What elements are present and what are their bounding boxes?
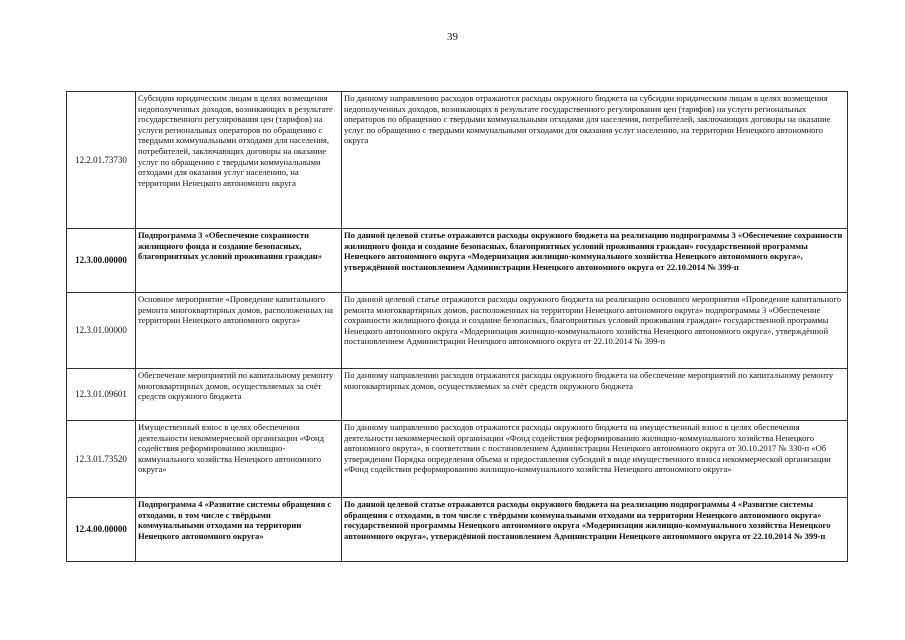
page-number: 39 bbox=[447, 31, 458, 43]
table-row bbox=[67, 498, 848, 562]
description-cell: По данному направлению расходов отражаются расходы окружного бюджета на обеспечение мероприятий по капитальному ремонту многоквартирных домов, осуществляемых за счёт средств окружного бюджета bbox=[342, 369, 848, 421]
code-cell: 12.3.01.00000 bbox=[67, 293, 136, 369]
code-cell: 12.3.00.00000 bbox=[67, 229, 136, 293]
table-row bbox=[67, 421, 848, 498]
budget-classification-table bbox=[66, 91, 848, 562]
name-cell: Подпрограмма 3 «Обеспечение сохранности жилищного фонда и создание безопасных, благоприятных условий проживания граждан» bbox=[136, 229, 342, 293]
name-cell: Обеспечение мероприятий по капитальному ремонту многоквартирных домов, осуществляемых за счёт средств окружного бюджета bbox=[136, 369, 342, 421]
description-cell: По данному направлению расходов отражаются расходы окружного бюджета на имущественный взнос в целях обеспечения деятельности некоммерческой организации «Фонд содействия реформированию жилищно-коммунального хозяйства Ненецкого автономного округа», в соответствии с постановлением Администрации Ненецкого автономного округа от 30.10.2017 № 330-п «Об утверждении Порядка определения объема и предоставления субсидий в виде имущественного взноса некоммерческой организации «Фонд содействия реформированию жилищно-коммунального хозяйства Ненецкого автономного округа» bbox=[342, 421, 848, 498]
name-cell: Субсидии юридическим лицам в целях возмещения недополученных доходов, возникающих в результате государственного регулирования цен (тарифов) на услуги региональных операторов по обращению с твердыми коммунальными отходами для населения, потребителей, заключающих договоры на оказание услуг по обращению с твердыми коммунальными отходами для оказания услуг населению, на территории Ненецкого автономного округа bbox=[136, 92, 342, 229]
description-cell: По данной целевой статье отражаются расходы окружного бюджета на реализацию подпрограммы 4 «Развитие системы обращения с отходами, в том числе с твёрдыми коммунальными отходами на территории Ненецкого автономного округа» государственной программы Ненецкого автономного округа «Модернизация жилищно-коммунального хозяйства Ненецкого автономного округа», утверждённой постановлением Администрации Ненецкого автономного округа от 22.10.2014 № 399-п bbox=[342, 498, 848, 562]
description-cell: По данной целевой статье отражаются расходы окружного бюджета на реализацию основного мероприятия «Проведение капитального ремонта многоквартирных домов, расположенных на территории Ненецкого автономного округа» подпрограммы 3 «Обеспечение сохранности жилищного фонда и создание безопасных, благоприятных условий проживания граждан» государственной программы Ненецкого автономного округа «Модернизация жилищно-коммунального хозяйства Ненецкого автономного округа», утверждённой постановлением Администрации Ненецкого автономного округа от 22.10.2014 № 399-п bbox=[342, 293, 848, 369]
name-cell: Имущественный взнос в целях обеспечения деятельности некоммерческой организации «Фонд содействия реформированию жилищно-коммунального хозяйства Ненецкого автономного округа» bbox=[136, 421, 342, 498]
table-row bbox=[67, 369, 848, 421]
table-row bbox=[67, 229, 848, 293]
code-cell: 12.2.01.73730 bbox=[67, 92, 136, 229]
code-cell: 12.4.00.00000 bbox=[67, 498, 136, 562]
code-cell: 12.3.01.09601 bbox=[67, 369, 136, 421]
description-cell: По данному направлению расходов отражаются расходы окружного бюджета на субсидии юридическим лицам в целях возмещения недополученных доходов, возникающих в результате государственного регулирования цен (тарифов) на услуги региональных операторов по обращению с твердыми коммунальными отходами для населения, потребителей, заключающих договоры на оказание услуг по обращению с твердыми коммунальными отходами для оказания услуг населению, на территории Ненецкого автономного округа bbox=[342, 92, 848, 229]
code-cell: 12.3.01.73520 bbox=[67, 421, 136, 498]
description-cell: По данной целевой статье отражаются расходы окружного бюджета на реализацию подпрограммы 3 «Обеспечение сохранности жилищного фонда и создание безопасных, благоприятных условий проживания граждан» государственной программы Ненецкого автономного округа «Модернизация жилищно-коммунального хозяйства Ненецкого автономного округа», утверждённой постановлением Администрации Ненецкого автономного округа от 22.10.2014 № 399-п bbox=[342, 229, 848, 293]
name-cell: Основное мероприятие «Проведение капитального ремонта многоквартирных домов, расположенных на территории Ненецкого автономного округа» bbox=[136, 293, 342, 369]
name-cell: Подпрограмма 4 «Развитие системы обращения с отходами, в том числе с твёрдыми коммунальными отходами на территории Ненецкого автономного округа» bbox=[136, 498, 342, 562]
table-row bbox=[67, 92, 848, 229]
table-row bbox=[67, 293, 848, 369]
